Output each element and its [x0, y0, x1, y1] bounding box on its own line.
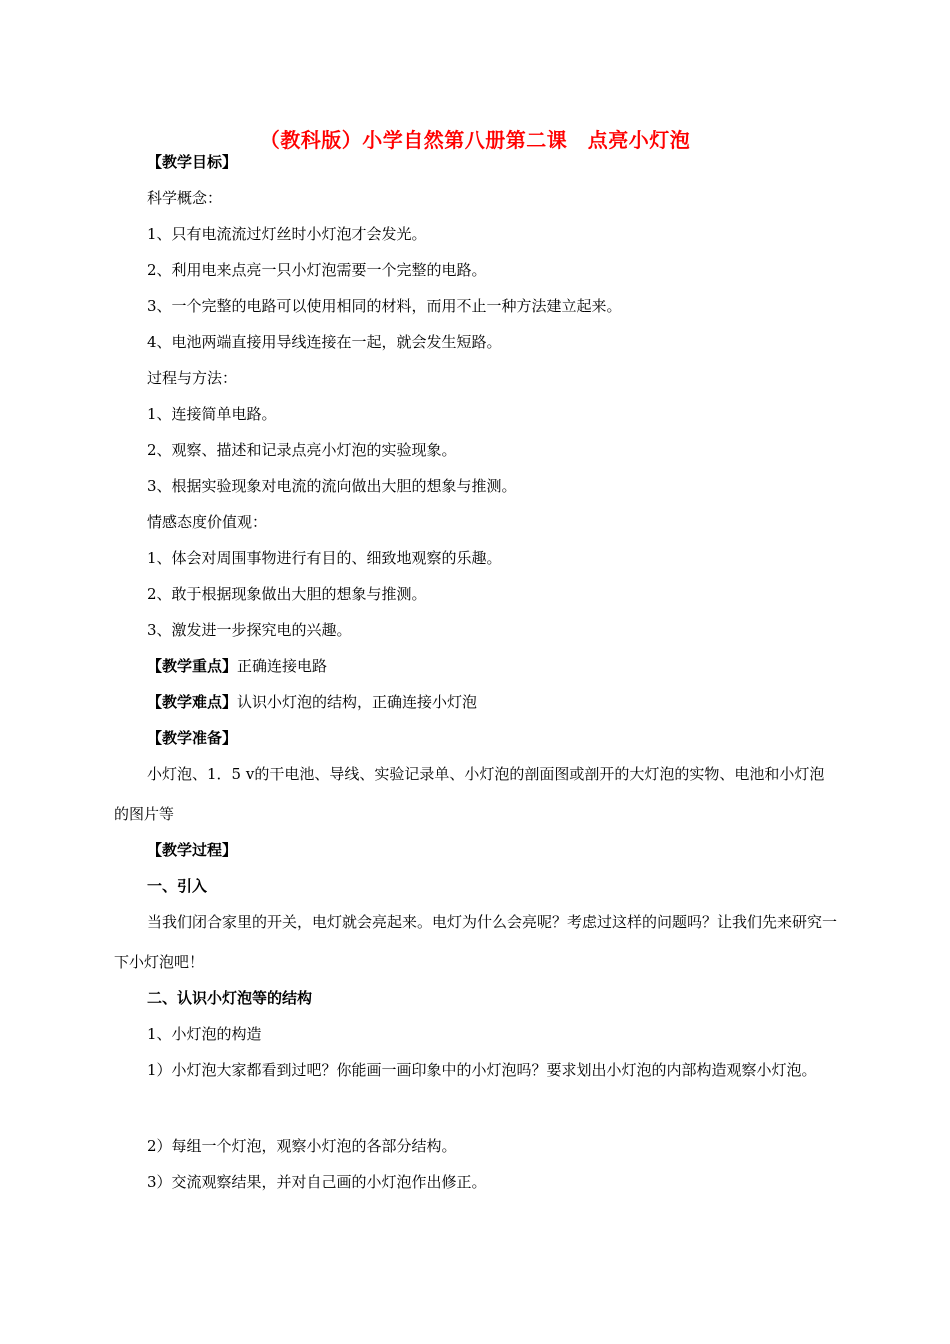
key-points-text: 正确连接电路 [237, 657, 328, 675]
section2-heading: 二、认识小灯泡等的结构 [147, 989, 313, 1007]
key-points-heading: 【教学重点】 [147, 657, 238, 675]
section2-item: 3）交流观察结果，并对自己画的小灯泡作出修正。 [147, 1173, 487, 1191]
section2-item: 2）每组一个灯泡，观察小灯泡的各部分结构。 [147, 1137, 457, 1155]
science-concept-item: 1、只有电流流过灯丝时小灯泡才会发光。 [147, 225, 427, 243]
preparation-heading: 【教学准备】 [147, 729, 238, 747]
section2-subheading: 1、小灯泡的构造 [147, 1025, 262, 1043]
science-concept-item: 2、利用电来点亮一只小灯泡需要一个完整的电路。 [147, 261, 487, 279]
science-concept-item: 3、一个完整的电路可以使用相同的材料，而用不止一种方法建立起来。 [147, 297, 622, 315]
process-method-item: 1、连接简单电路。 [147, 405, 277, 423]
attitude-item: 1、体会对周围事物进行有目的、细致地观察的乐趣。 [147, 549, 502, 567]
document-title: （教科版）小学自然第八册第二课 点亮小灯泡 [259, 128, 691, 152]
process-method-item: 2、观察、描述和记录点亮小灯泡的实验现象。 [147, 441, 457, 459]
process-method-item: 3、根据实验现象对电流的流向做出大胆的想象与推测。 [147, 477, 517, 495]
attitude-item: 3、激发进一步探究电的兴趣。 [147, 621, 352, 639]
process-heading: 【教学过程】 [147, 841, 238, 859]
difficulties-heading: 【教学难点】 [147, 693, 238, 711]
difficulties-row [147, 692, 477, 712]
process-methods-label: 过程与方法： [147, 369, 238, 387]
attitude-item: 2、敢于根据现象做出大胆的想象与推测。 [147, 585, 427, 603]
section2-item: 1）小灯泡大家都看到过吧？你能画一画印象中的小灯泡吗？要求划出小灯泡的内部构造观察小灯泡。 [147, 1061, 817, 1079]
section1-heading: 一、引入 [147, 877, 208, 895]
difficulties-text: 认识小灯泡的结构，正确连接小灯泡 [237, 693, 478, 711]
attitudes-label: 情感态度价值观： [147, 513, 268, 531]
science-concepts-label: 科学概念： [147, 189, 223, 207]
section1-text: 当我们闭合家里的开关，电灯就会亮起来。电灯为什么会亮呢？考虑过这样的问题吗？让我们先来研究一下小灯泡吧！ [114, 913, 838, 971]
key-points-row [147, 656, 327, 676]
science-concept-item: 4、电池两端直接用导线连接在一起，就会发生短路。 [147, 333, 502, 351]
objectives-heading: 【教学目标】 [147, 153, 238, 171]
preparation-text: 小灯泡、1．5 v的干电池、导线、实验记录单、小灯泡的剖面图或剖开的大灯泡的实物、电池和小灯泡的图片等 [114, 765, 825, 823]
